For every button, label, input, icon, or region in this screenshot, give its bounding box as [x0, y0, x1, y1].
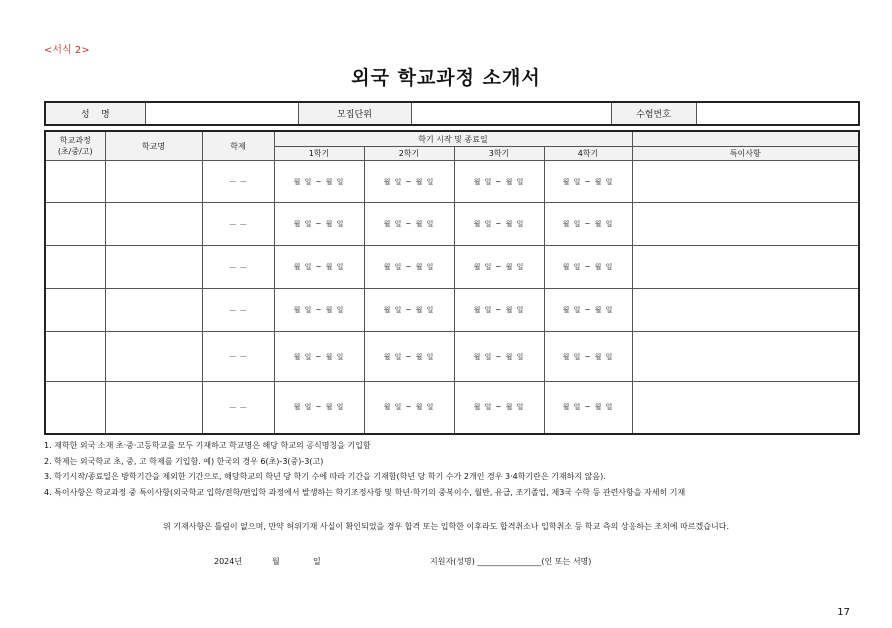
- term-4-dates-cell[interactable]: 월 일 ~ 월 일: [544, 161, 632, 203]
- term-1-dates-cell[interactable]: 월 일 ~ 월 일: [274, 246, 364, 289]
- term-2-dates-cell[interactable]: 월 일 ~ 월 일: [364, 289, 454, 332]
- notes-list: [44, 438, 685, 500]
- note-item: 1. 재학한 외국 소재 초·중·고등학교를 모두 기재하고 학교명은 해당 학교의 공식명칭을 기입함: [44, 441, 371, 450]
- header-course-line2: (초/중/고): [57, 147, 93, 156]
- unit-field[interactable]: [411, 102, 611, 125]
- unit-label: 모집단위: [298, 102, 411, 125]
- term-3-dates-cell[interactable]: 월 일 ~ 월 일: [454, 382, 544, 434]
- term-2-dates-cell[interactable]: 월 일 ~ 월 일: [364, 332, 454, 382]
- table-row: [45, 246, 859, 289]
- term-3-dates-cell[interactable]: 월 일 ~ 월 일: [454, 289, 544, 332]
- page-number: 17: [837, 607, 850, 618]
- table-row: [45, 382, 859, 434]
- school-name-cell[interactable]: [105, 332, 202, 382]
- term-4-dates-cell[interactable]: 월 일 ~ 월 일: [544, 203, 632, 246]
- notes-cell[interactable]: [632, 161, 859, 203]
- name-label: 성 명: [45, 102, 145, 125]
- header-term-3: 3학기: [454, 147, 544, 161]
- term-1-dates-cell[interactable]: 월 일 ~ 월 일: [274, 382, 364, 434]
- name-field[interactable]: [145, 102, 298, 125]
- school-name-cell[interactable]: [105, 289, 202, 332]
- term-4-dates-cell[interactable]: 월 일 ~ 월 일: [544, 332, 632, 382]
- term-3-dates-cell[interactable]: 월 일 ~ 월 일: [454, 332, 544, 382]
- header-dates: 학기 시작 및 종료일: [274, 131, 632, 147]
- system-cell[interactable]: － －: [202, 161, 274, 203]
- course-cell[interactable]: [45, 332, 105, 382]
- header-system: 학제: [202, 131, 274, 161]
- exam-number-label: 수험번호: [611, 102, 696, 125]
- sign-day: 일: [313, 557, 321, 566]
- term-1-dates-cell[interactable]: 월 일 ~ 월 일: [274, 289, 364, 332]
- table-body: [45, 161, 859, 434]
- applicant-signature-line[interactable]: 지원자(성명) ________________(인 또는 서명): [430, 557, 592, 566]
- table-row: [45, 161, 859, 203]
- course-cell[interactable]: [45, 246, 105, 289]
- header-school: 학교명: [105, 131, 202, 161]
- notes-cell[interactable]: [632, 289, 859, 332]
- system-cell[interactable]: － －: [202, 332, 274, 382]
- header-term-1: 1학기: [274, 147, 364, 161]
- term-2-dates-cell[interactable]: 월 일 ~ 월 일: [364, 246, 454, 289]
- note-item: 2. 학제는 외국학교 초, 중, 고 학제를 기입함. 예) 한국의 경우 6(초)-3(중)-3(고): [44, 456, 324, 466]
- notes-cell[interactable]: [632, 382, 859, 434]
- header-term-4: 4학기: [544, 147, 632, 161]
- notes-cell[interactable]: [632, 332, 859, 382]
- applicant-info-table: [44, 101, 860, 126]
- course-cell[interactable]: [45, 382, 105, 434]
- pledge-statement: 위 기재사항은 틀림이 없으며, 만약 허위기재 사실이 확인되었을 경우 합격 또는 입학한 이후라도 합격취소나 입학취소 등 학교 측의 상응하는 조치에 따르겠습니다.: [163, 522, 729, 531]
- term-1-dates-cell[interactable]: 월 일 ~ 월 일: [274, 161, 364, 203]
- course-cell[interactable]: [45, 161, 105, 203]
- term-3-dates-cell[interactable]: 월 일 ~ 월 일: [454, 246, 544, 289]
- notes-cell[interactable]: [632, 246, 859, 289]
- exam-number-field[interactable]: [696, 102, 859, 125]
- notes-cell[interactable]: [632, 203, 859, 246]
- table-row: [45, 332, 859, 382]
- header-course-line1: 학교과정: [59, 136, 91, 145]
- term-2-dates-cell[interactable]: 월 일 ~ 월 일: [364, 203, 454, 246]
- term-1-dates-cell[interactable]: 월 일 ~ 월 일: [274, 332, 364, 382]
- term-3-dates-cell[interactable]: 월 일 ~ 월 일: [454, 203, 544, 246]
- table-row: [45, 203, 859, 246]
- system-cell[interactable]: － －: [202, 382, 274, 434]
- sign-month: 월: [272, 557, 280, 566]
- term-4-dates-cell[interactable]: 월 일 ~ 월 일: [544, 382, 632, 434]
- term-4-dates-cell[interactable]: 월 일 ~ 월 일: [544, 289, 632, 332]
- course-cell[interactable]: [45, 203, 105, 246]
- document-title: 외국 학교과정 소개서: [351, 67, 541, 89]
- header-course: [45, 131, 105, 161]
- term-1-dates-cell[interactable]: 월 일 ~ 월 일: [274, 203, 364, 246]
- header-term-2: 2학기: [364, 147, 454, 161]
- system-cell[interactable]: － －: [202, 289, 274, 332]
- header-notes-blank: [632, 131, 859, 147]
- table-row: [45, 289, 859, 332]
- system-cell[interactable]: － －: [202, 246, 274, 289]
- course-cell[interactable]: [45, 289, 105, 332]
- school-name-cell[interactable]: [105, 203, 202, 246]
- header-notes: 특이사항: [632, 147, 859, 161]
- term-2-dates-cell[interactable]: 월 일 ~ 월 일: [364, 382, 454, 434]
- school-name-cell[interactable]: [105, 161, 202, 203]
- school-course-table: [44, 130, 860, 435]
- school-name-cell[interactable]: [105, 382, 202, 434]
- system-cell[interactable]: － －: [202, 203, 274, 246]
- note-item: 4. 특이사항은 학교과정 중 특이사항(외국학교 입학/전학/편입학 과정에서 발생하는 학기조정사항 및 학년·학기의 중복이수, 월반, 유급, 조기졸업, 제3국 수학 등 관련사항을 자세히 기재: [44, 487, 686, 497]
- note-item: 3. 학기시작/종료일은 방학기간을 제외한 기간으로, 해당학교의 학년 당 학기 수에 따라 기간을 기재함(학년 당 학기 수가 2개인 경우 3·4학기란은 기재하지 않음).: [44, 472, 606, 481]
- term-4-dates-cell[interactable]: 월 일 ~ 월 일: [544, 246, 632, 289]
- form-number: <서식 2>: [44, 45, 90, 56]
- school-name-cell[interactable]: [105, 246, 202, 289]
- sign-year: 2024년: [214, 557, 243, 566]
- term-3-dates-cell[interactable]: 월 일 ~ 월 일: [454, 161, 544, 203]
- term-2-dates-cell[interactable]: 월 일 ~ 월 일: [364, 161, 454, 203]
